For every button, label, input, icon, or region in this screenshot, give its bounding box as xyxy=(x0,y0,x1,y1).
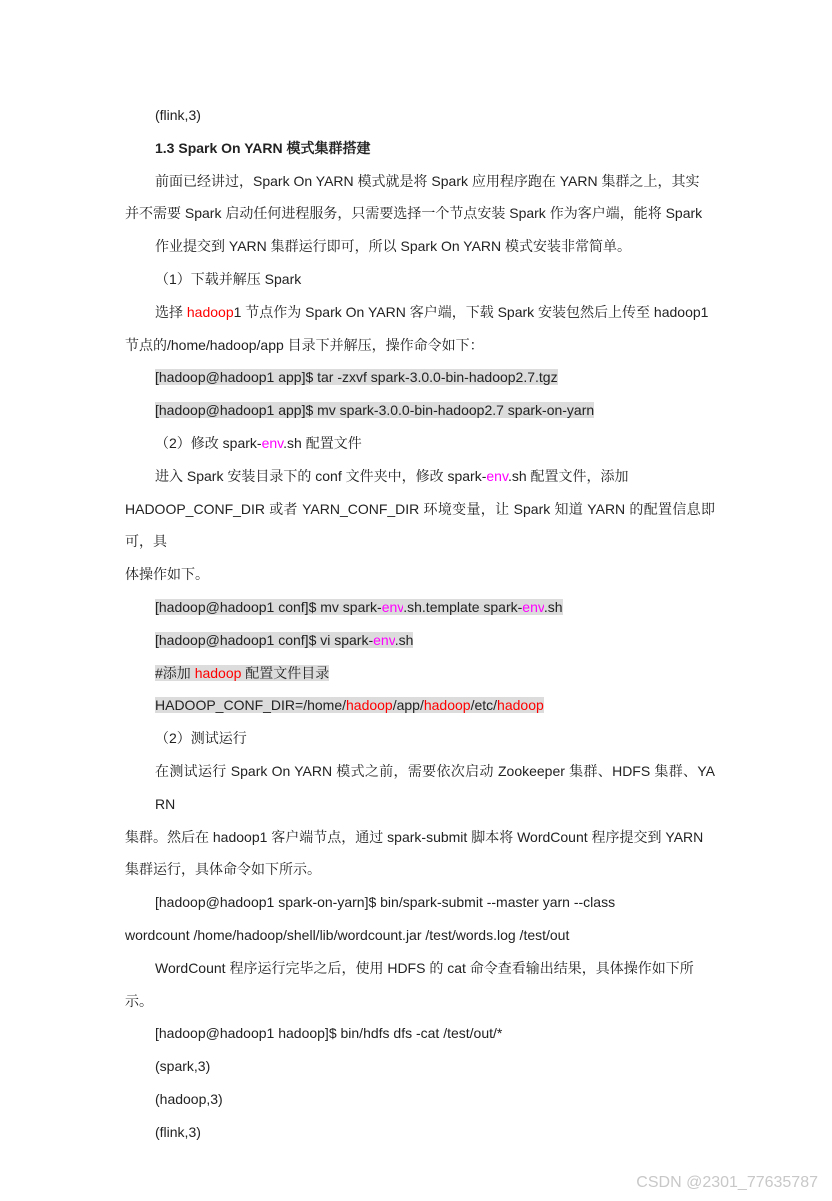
comment-line xyxy=(125,657,715,690)
highlighted-text: env xyxy=(381,598,404,615)
paragraph-line xyxy=(125,558,715,591)
text-run: HADOOP_CONF_DIR 或者 YARN_CONF_DIR 环境变量，让 Spark 知道 YARN 的配置信息即可，具 xyxy=(125,500,715,550)
text-run: 在测试运行 Spark On YARN 模式之前，需要依次启动 Zookeeper 集群、HDFS 集群、YARN xyxy=(155,762,715,812)
text-run: (flink,3) xyxy=(155,1123,201,1140)
paragraph-line xyxy=(125,197,715,230)
text-run: .sh xyxy=(394,631,414,648)
command-line xyxy=(125,1017,715,1050)
text-run: .sh 配置文件，添加 xyxy=(507,467,629,484)
highlighted-text: hadoop xyxy=(497,697,544,714)
text-run: 前面已经讲过，Spark On YARN 模式就是将 Spark 应用程序跑在 YARN 集群之上，其实 xyxy=(155,172,700,189)
text-run: .sh xyxy=(543,598,563,615)
text-run: 配置文件目录 xyxy=(241,664,330,681)
command-line xyxy=(125,394,715,427)
text-run: /etc/ xyxy=(470,697,498,714)
paragraph-line xyxy=(125,296,715,329)
section-heading xyxy=(125,132,715,165)
text-run: （1）下载并解压 Spark xyxy=(155,270,302,287)
text-run: [hadoop@hadoop1 conf]$ vi spark- xyxy=(155,631,374,648)
text-run: 体操作如下。 xyxy=(125,566,209,583)
text-run: (flink,3) xyxy=(155,107,201,123)
highlighted-text: hadoop xyxy=(423,697,471,714)
paragraph-line xyxy=(125,952,715,985)
text-run: [hadoop@hadoop1 conf]$ mv spark- xyxy=(155,598,382,615)
highlighted-text: env xyxy=(373,631,395,648)
text-run: [hadoop@hadoop1 app]$ mv spark-3.0.0-bin-hadoop2.7 spark-on-yarn xyxy=(155,402,595,419)
text-run: #添加 xyxy=(155,664,195,681)
step-heading xyxy=(125,263,715,296)
output-line xyxy=(125,1116,715,1149)
text-run: 集群运行，具体命令如下所示。 xyxy=(125,861,321,878)
highlighted-text: hadoop xyxy=(194,664,242,681)
highlighted-text: env xyxy=(261,434,284,451)
output-line xyxy=(125,1050,715,1083)
text-run: 作业提交到 YARN 集群运行即可，所以 Spark On YARN 模式安装非常简单。 xyxy=(155,238,632,255)
text-run: 并不需要 Spark 启动任何进程服务，只需要选择一个节点安装 Spark 作为客户端，能将 Spark xyxy=(125,205,703,222)
highlighted-text: hadoop xyxy=(186,303,234,320)
text-run: 1.3 Spark On YARN 模式集群搭建 xyxy=(155,139,371,156)
text-run: 集群。然后在 hadoop1 客户端节点，通过 spark-submit 脚本将 WordCount 程序提交到 YARN xyxy=(125,828,704,845)
command-line xyxy=(125,886,715,919)
output-line xyxy=(125,99,715,132)
paragraph-line xyxy=(125,460,715,493)
text-run: 1 节点作为 Spark On YARN 客户端，下载 Spark 安装包然后上传至 hadoop1 xyxy=(233,303,709,320)
paragraph-line xyxy=(125,493,715,559)
paragraph-line xyxy=(125,329,715,362)
text-run: （2）测试运行 xyxy=(155,730,247,747)
paragraph-line xyxy=(125,853,715,886)
command-line xyxy=(125,591,715,624)
text-run: .sh.template spark- xyxy=(403,598,523,615)
csdn-watermark: CSDN @2301_77635787 xyxy=(636,1173,818,1191)
text-run: [hadoop@hadoop1 spark-on-yarn]$ bin/spark-submit --master yarn --class xyxy=(155,894,616,911)
config-line xyxy=(125,689,715,722)
text-run: [hadoop@hadoop1 hadoop]$ bin/hdfs dfs -cat /test/out/* xyxy=(155,1025,503,1042)
text-run: (hadoop,3) xyxy=(155,1090,223,1107)
step-heading xyxy=(125,427,715,460)
highlighted-text: env xyxy=(486,467,508,484)
highlighted-text: env xyxy=(522,598,544,615)
text-run: 节点的/home/hadoop/app 目录下并解压，操作命令如下： xyxy=(125,336,484,353)
paragraph-line xyxy=(125,230,715,263)
paragraph-line xyxy=(125,165,715,198)
text-run: （2）修改 spark- xyxy=(155,434,262,451)
output-line xyxy=(125,1083,715,1116)
command-line xyxy=(125,919,715,952)
text-run: /app/ xyxy=(392,697,424,714)
text-run: 进入 Spark 安装目录下的 conf 文件夹中，修改 spark- xyxy=(155,467,487,484)
highlighted-text: hadoop xyxy=(346,697,393,714)
text-run: [hadoop@hadoop1 app]$ tar -zxvf spark-3.0.0-bin-hadoop2.7.tgz xyxy=(155,369,558,386)
text-run: .sh 配置文件 xyxy=(283,434,362,451)
text-run: wordcount /home/hadoop/shell/lib/wordcount.jar /test/words.log /test/out xyxy=(125,926,570,943)
text-run: 示。 xyxy=(125,992,153,1009)
command-line xyxy=(125,361,715,394)
text-run: (spark,3) xyxy=(155,1058,211,1075)
command-line xyxy=(125,624,715,657)
paragraph-line xyxy=(125,821,715,854)
text-run: WordCount 程序运行完毕之后，使用 HDFS 的 cat 命令查看输出结果，具体操作如下所 xyxy=(155,959,694,976)
paragraph-line xyxy=(125,985,715,1018)
paragraph-line xyxy=(125,755,715,821)
step-heading xyxy=(125,722,715,755)
text-run: 选择 xyxy=(155,303,187,320)
text-run: HADOOP_CONF_DIR=/home/ xyxy=(155,697,346,714)
